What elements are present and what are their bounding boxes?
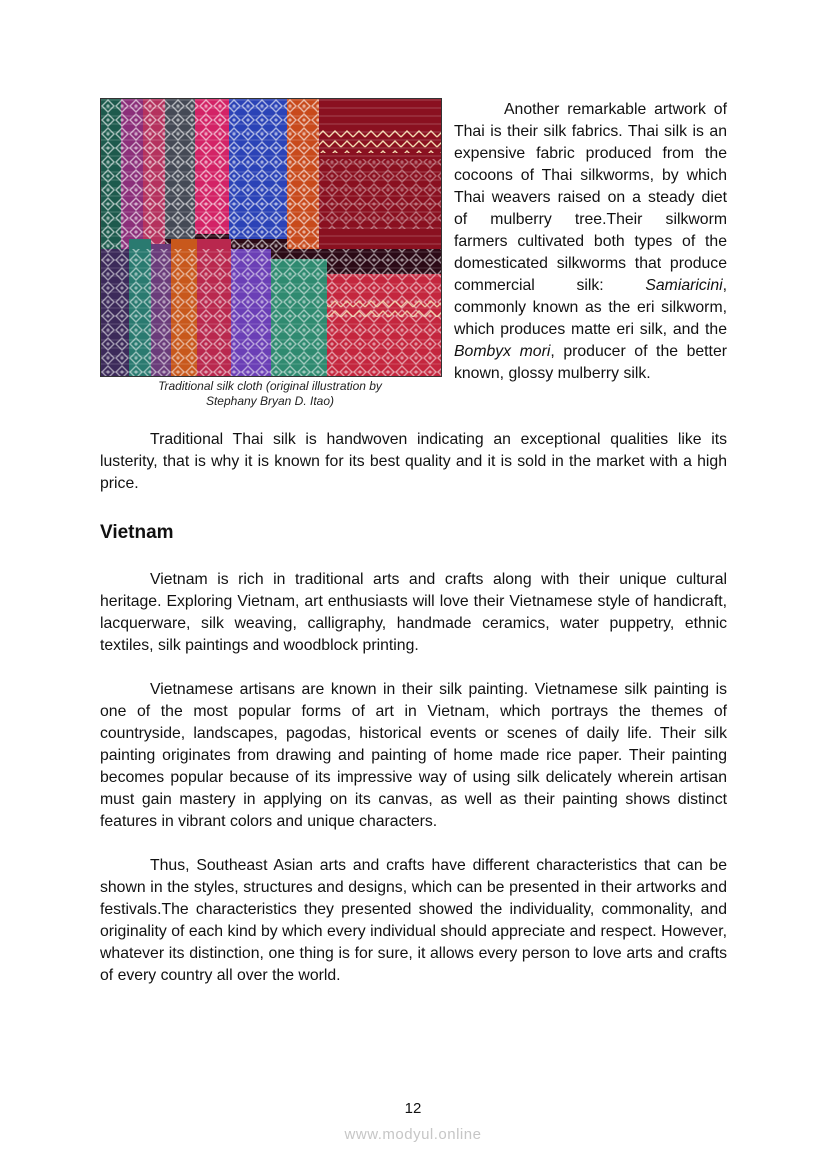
conclusion-paragraph: Thus, Southeast Asian arts and crafts have different characteristics that can be shown in the styles, structures and designs, which can be presented in their artworks and festivals.The characteristics they presented showed the individuality, commonality, and originality of each kind by which every individual should appreciate and respect. However, whatever its distinction, one thing is for sure, it allows every person to love arts and crafts of every country all over the world. — [100, 857, 727, 984]
thai-silk-paragraph — [454, 99, 727, 385]
thai-silk-quality-paragraph: Traditional Thai silk is handwoven indicating an exceptional qualities like its lusterity, that is why it is known for its best quality and it is sold in the market with a high price. — [100, 431, 727, 492]
figure-caption — [100, 379, 440, 409]
vietnam-crafts-paragraph: Vietnam is rich in traditional arts and crafts along with their unique cultural heritage. Exploring Vietnam, art enthusiasts will love their Vietnamese style of handicraft, lacquerware, silk weaving, calligraphy, handmade ceramics, water puppetry, ethnic textiles, silk paintings and woodblock printing. — [100, 571, 727, 654]
section-heading-vietnam: Vietnam — [100, 522, 174, 543]
thai-silk-text-c: , producer of the better known, glossy mulberry silk. — [454, 343, 727, 382]
watermark: www.modyul.online — [344, 1126, 482, 1143]
caption-line-1: Traditional silk cloth (original illustration by — [158, 379, 382, 393]
species-samiaricini: Samiaricini — [645, 277, 723, 294]
page-number: 12 — [404, 1100, 422, 1117]
thai-silk-text-a: Another remarkable artwork of Thai is their silk fabrics. Thai silk is an expensive fabric produced from the cocoons of Thai silkworms, by which Thai weavers raised on a steady diet of mulberry tree.Their silkworm farmers cultivated both types of the domesticated silkworms that produce commercial silk: — [454, 101, 727, 294]
silk-cloth-photo — [100, 98, 442, 377]
species-bombyx-mori: Bombyx mori — [454, 343, 551, 360]
vietnam-silk-painting-paragraph: Vietnamese artisans are known in their silk painting. Vietnamese silk painting is one of the most popular forms of art in Vietnam, which portrays the themes of countryside, landscapes, pagodas, historical events or scenes of daily life. Their silk painting originates from drawing and painting of home made rice paper. Their painting becomes popular because of its impressive way of using silk delicately wherein artisan must gain mastery in applying on its canvas, as well as their painting shows distinct features in vibrant colors and unique characters. — [100, 681, 727, 830]
caption-line-2: Stephany Bryan D. Itao) — [205, 394, 335, 408]
thai-silk-text-b: , commonly known as the eri silkworm, which produces matte eri silk, and the — [454, 277, 727, 338]
